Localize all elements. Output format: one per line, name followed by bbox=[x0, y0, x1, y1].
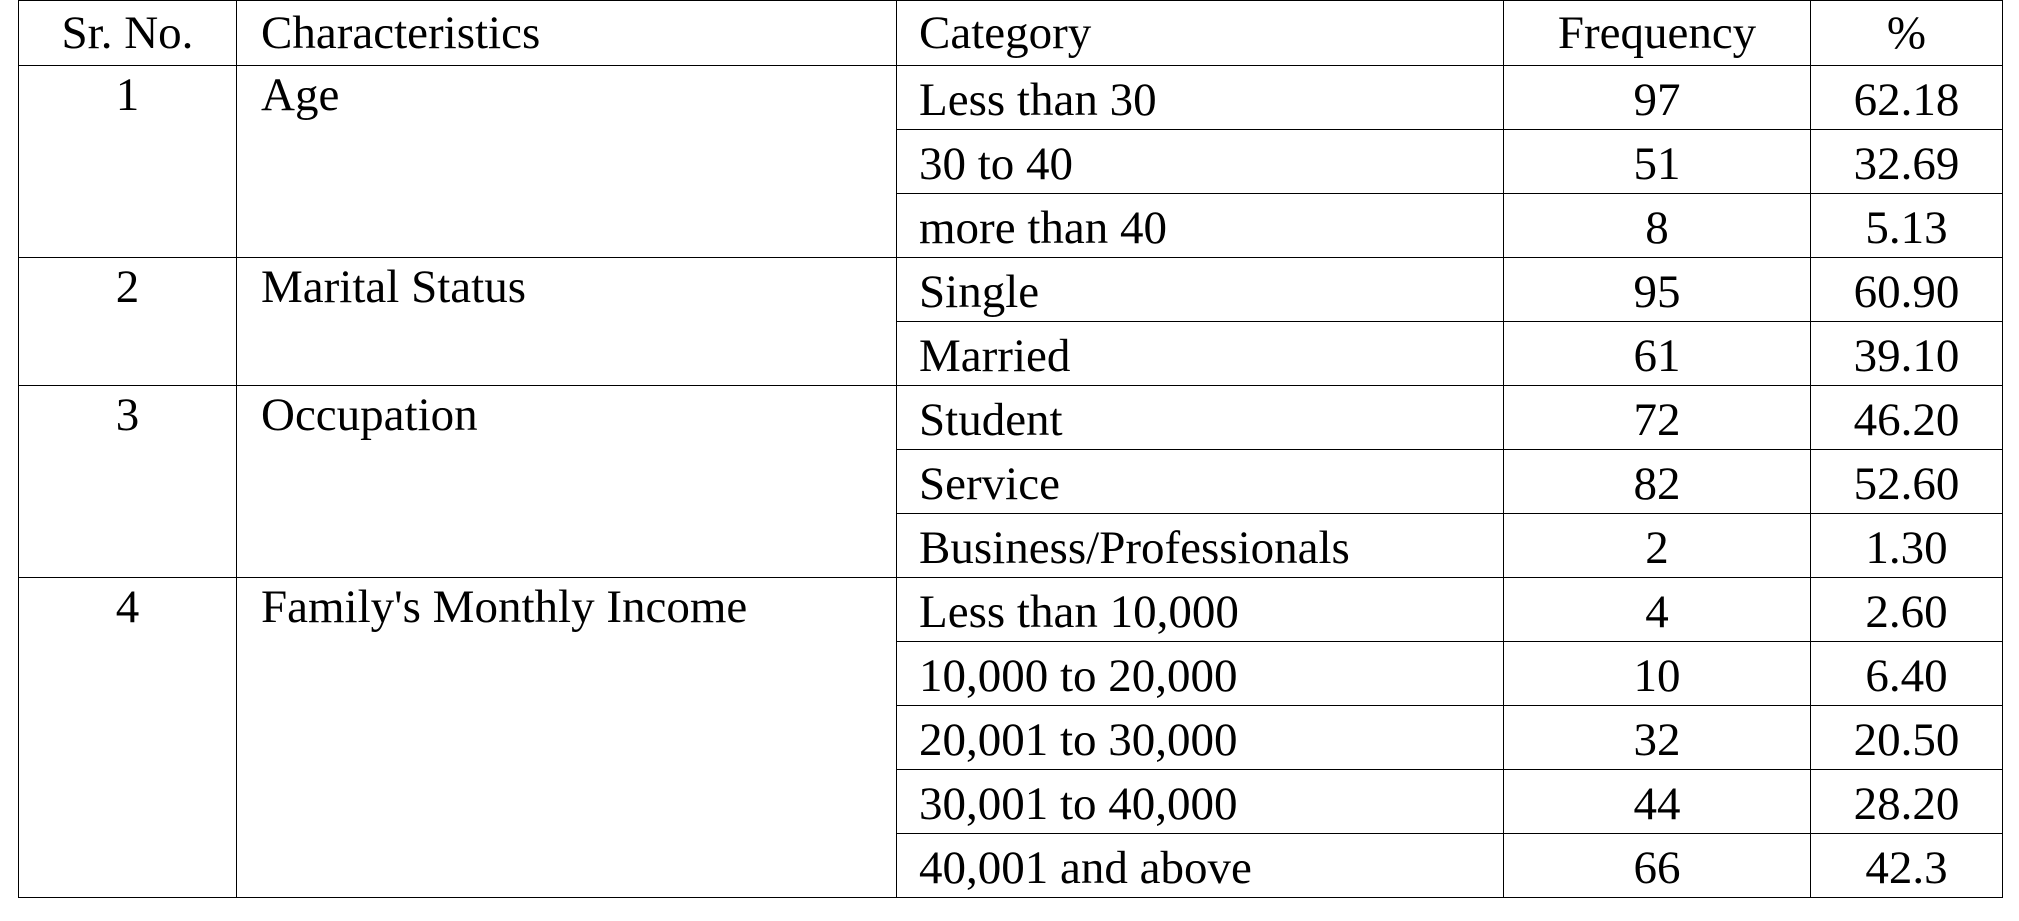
category-cell: Single bbox=[897, 258, 1504, 322]
frequency-cell: 32 bbox=[1504, 706, 1811, 770]
percent-cell: 52.60 bbox=[1811, 450, 2003, 514]
percent-cell: 32.69 bbox=[1811, 130, 2003, 194]
frequency-cell: 72 bbox=[1504, 386, 1811, 450]
frequency-cell: 97 bbox=[1504, 66, 1811, 130]
category-cell: 10,000 to 20,000 bbox=[897, 642, 1504, 706]
table-header-row bbox=[19, 1, 2003, 66]
percent-cell: 5.13 bbox=[1811, 194, 2003, 258]
frequency-cell: 44 bbox=[1504, 770, 1811, 834]
category-cell: 20,001 to 30,000 bbox=[897, 706, 1504, 770]
category-cell: 40,001 and above bbox=[897, 834, 1504, 898]
percent-cell: 6.40 bbox=[1811, 642, 2003, 706]
category-cell: Student bbox=[897, 386, 1504, 450]
table-row bbox=[19, 258, 2003, 322]
category-cell: more than 40 bbox=[897, 194, 1504, 258]
table-row bbox=[19, 386, 2003, 450]
sr-no-cell: 1 bbox=[19, 66, 237, 258]
sr-no-cell: 3 bbox=[19, 386, 237, 578]
table-row bbox=[19, 66, 2003, 130]
frequency-cell: 4 bbox=[1504, 578, 1811, 642]
frequency-cell: 61 bbox=[1504, 322, 1811, 386]
category-cell: Service bbox=[897, 450, 1504, 514]
category-cell: 30 to 40 bbox=[897, 130, 1504, 194]
percent-cell: 20.50 bbox=[1811, 706, 2003, 770]
percent-cell: 62.18 bbox=[1811, 66, 2003, 130]
category-cell: 30,001 to 40,000 bbox=[897, 770, 1504, 834]
characteristic-cell: Occupation bbox=[237, 386, 897, 578]
header-characteristics: Characteristics bbox=[237, 1, 897, 66]
table-body bbox=[19, 66, 2003, 898]
percent-cell: 46.20 bbox=[1811, 386, 2003, 450]
header-frequency: Frequency bbox=[1504, 1, 1811, 66]
sr-no-cell: 4 bbox=[19, 578, 237, 898]
frequency-cell: 8 bbox=[1504, 194, 1811, 258]
sr-no-cell: 2 bbox=[19, 258, 237, 386]
characteristic-cell: Marital Status bbox=[237, 258, 897, 386]
frequency-cell: 66 bbox=[1504, 834, 1811, 898]
percent-cell: 39.10 bbox=[1811, 322, 2003, 386]
percent-cell: 60.90 bbox=[1811, 258, 2003, 322]
category-cell: Less than 30 bbox=[897, 66, 1504, 130]
frequency-cell: 10 bbox=[1504, 642, 1811, 706]
demographics-table bbox=[18, 0, 2003, 898]
table-row bbox=[19, 578, 2003, 642]
percent-cell: 1.30 bbox=[1811, 514, 2003, 578]
category-cell: Business/Professionals bbox=[897, 514, 1504, 578]
frequency-cell: 95 bbox=[1504, 258, 1811, 322]
percent-cell: 28.20 bbox=[1811, 770, 2003, 834]
frequency-cell: 51 bbox=[1504, 130, 1811, 194]
characteristic-cell: Family's Monthly Income bbox=[237, 578, 897, 898]
header-sr-no: Sr. No. bbox=[19, 1, 237, 66]
category-cell: Married bbox=[897, 322, 1504, 386]
frequency-cell: 82 bbox=[1504, 450, 1811, 514]
header-percent: % bbox=[1811, 1, 2003, 66]
percent-cell: 42.3 bbox=[1811, 834, 2003, 898]
frequency-cell: 2 bbox=[1504, 514, 1811, 578]
characteristic-cell: Age bbox=[237, 66, 897, 258]
category-cell: Less than 10,000 bbox=[897, 578, 1504, 642]
header-category: Category bbox=[897, 1, 1504, 66]
percent-cell: 2.60 bbox=[1811, 578, 2003, 642]
